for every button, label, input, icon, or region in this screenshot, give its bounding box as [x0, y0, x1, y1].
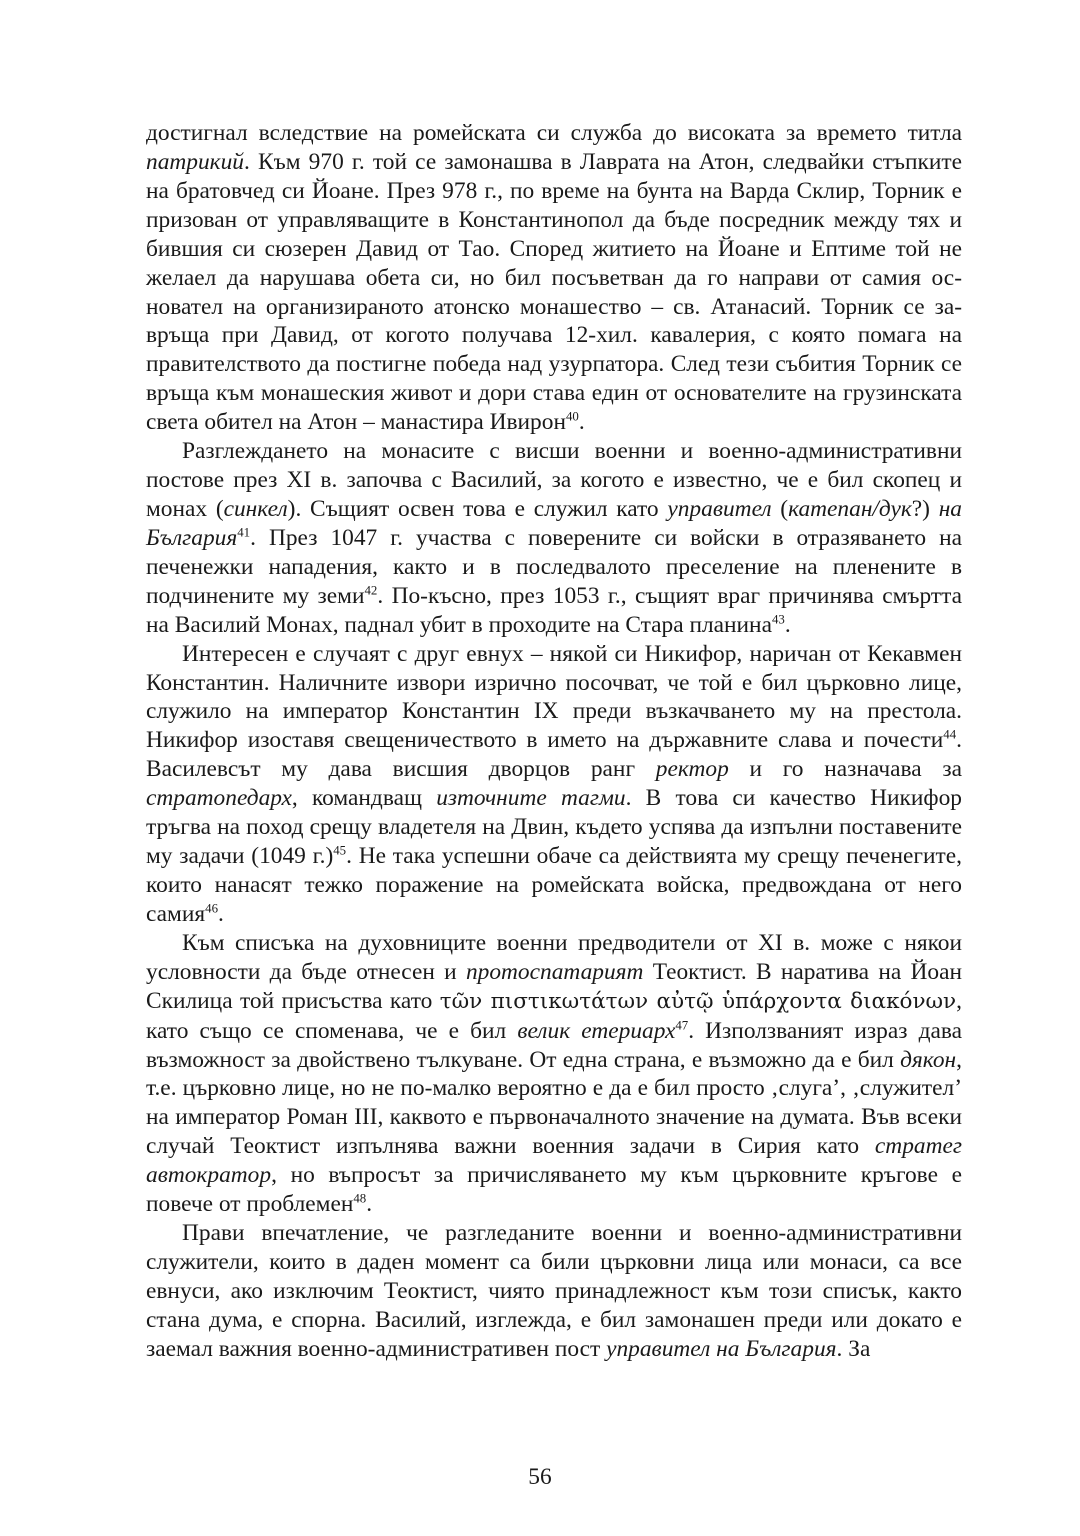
italic-term: протоспатарият — [465, 958, 644, 985]
footnote-ref: 42 — [364, 583, 378, 598]
text-run: Теоктист. В наратива на Йоан Скилица той присъства като — [146, 958, 962, 1014]
greek-quote: τῶν πιστικωτάτων αὐτῷ ὑπάρχοντα διακόνων — [439, 988, 957, 1014]
footnote-ref: 46 — [205, 901, 218, 916]
italic-term: стратег автократор — [146, 1133, 962, 1189]
text-run: Интересен е случаят с друг евнух – някой си Никифор, наричан от Кекавмен Константин. Наличните извори изрично посочват, че той е бил църковно лице, служило на император Константин IX преди възкачването му на престола. Никифор изоставя свещеничеството в името на държавните слава и почести — [146, 640, 962, 754]
text-run: . В това си качество Никифор тръгва на поход срещу владетеля на Двин, където успява да изпълни поставените му задачи (1049 г.) — [146, 785, 962, 870]
text-run: . По-късно, през 1053 г., същият враг причинява смъртта на Василий Монах, паднал убит в проходите на Стара планина — [146, 582, 962, 638]
footnote-ref: 48 — [353, 1191, 367, 1206]
italic-term: управител на България — [606, 1335, 837, 1362]
text-run: , командващ — [291, 785, 437, 812]
text-run: . — [784, 611, 791, 638]
text-run: , но въпросът за причисляването му към църковните кръгове е повече от проблемен — [146, 1162, 962, 1218]
body-text — [146, 119, 962, 1364]
text-run: Разглеждането на монасите с висши военни и военно-административни постове през XI в. започва с Василий, за когото е известно, че е бил скопец и монах ( — [146, 438, 962, 522]
text-run: . — [366, 1191, 373, 1218]
footnote-ref: 47 — [675, 1018, 689, 1033]
paragraph — [146, 929, 962, 1219]
text-run: . Към 970 г. той се замонашва в Лаврата на Атон, следвайки стъпките на братовчед си Йоане. През 978 г., по време на бунта на Варда Склир, Торник е призован от управляващите в Константинопол да бъде посредник между тях и бившия си сюзерен Давид от Тао. Според житието на Йоане и Ептиме той не желаел да нарушава обета си, но бил посъветван да го направи от самия основател на организираното атонско монашество – св. Атанасий. Торник се завръща при Давид, от когото получава 12-хил. кавалерия, с която помага на правителството да постигне победа над узурпатора. След тези събития Торник се връща към монашеския живот и дори става един от основателите на грузинската света обител на Атон – манастира Ивирон — [146, 148, 962, 436]
text-run: . — [578, 409, 585, 436]
italic-term: велик етериарх — [517, 1017, 676, 1044]
italic-term: катепан/дук — [788, 495, 912, 522]
italic-term: стратопедарх — [146, 785, 292, 812]
text-run: . Василевсът му дава висшия дворцов ранг — [146, 727, 962, 783]
text-run: . Използваният израз дава възможност за двойствено тълкуване. От една страна, е възможно да е бил — [146, 1017, 962, 1073]
footnote-ref: 41 — [237, 525, 251, 540]
italic-term: ректор — [655, 756, 729, 783]
text-run: , т.е. църковно лице, но не по-малко вероятно е да е бил просто ‚слуга’, ‚служител’ на император Роман III, каквото е първоначалното значение на думата. Във всеки случай Теоктист изпълнява важни военния задачи в Сирия като — [146, 1046, 962, 1160]
text-run: Към списъка на духовниците военни предводители от XI в. може с някои условности да бъде отнесен и — [146, 929, 962, 985]
italic-term: дякон — [900, 1046, 957, 1073]
text-run: . Не така успешни обаче са действията му срещу печенегите, които нанасят тежко поражение на ромейската войска, предвождана от него самия — [146, 843, 962, 927]
text-run: , като също се споменава, че е бил — [146, 987, 962, 1044]
italic-term: патрикий — [146, 148, 245, 175]
footnote-ref: 40 — [565, 409, 579, 424]
italic-term: синкел — [223, 495, 288, 522]
page-number: 56 — [528, 1464, 552, 1490]
text-run: Прави впечатление, че разгледаните военни и военно-административни служители, които в даден момент са били църковни лица или монаси, са все евнуси, ако изключим Теоктист, чиято принадлежност към този списък, както стана дума, е спорна. Василий, изглежда, е бил замонашен преди или докато е заемал важния военно-административен пост — [146, 1220, 962, 1362]
italic-term: източните тагми — [436, 785, 626, 812]
paragraph — [146, 437, 962, 639]
footnote-ref: 45 — [333, 843, 347, 858]
text-run: . За — [836, 1335, 871, 1362]
italic-term: на България — [146, 495, 962, 551]
footnote-ref: 43 — [771, 612, 785, 627]
text-run: ( — [771, 495, 789, 522]
text-run: . — [218, 900, 224, 927]
text-run: ). Същият освен това е служил като — [287, 495, 668, 522]
text-run: . През 1047 г. участва с поверените си войски в отразяването на печенежки нападения, както и в последвалото преселение на пленените в подчинените му земи — [146, 524, 962, 609]
paragraph — [146, 640, 962, 929]
text-run: достигнал вследствие на ромейската си служба до високата за времето титла — [146, 120, 962, 146]
paragraph — [146, 1219, 962, 1364]
text-run: ?) — [911, 495, 939, 522]
text-run: и го назначава за — [728, 756, 962, 783]
italic-term: управител — [667, 495, 772, 522]
footnote-ref: 44 — [943, 728, 957, 742]
paragraph — [146, 119, 962, 437]
